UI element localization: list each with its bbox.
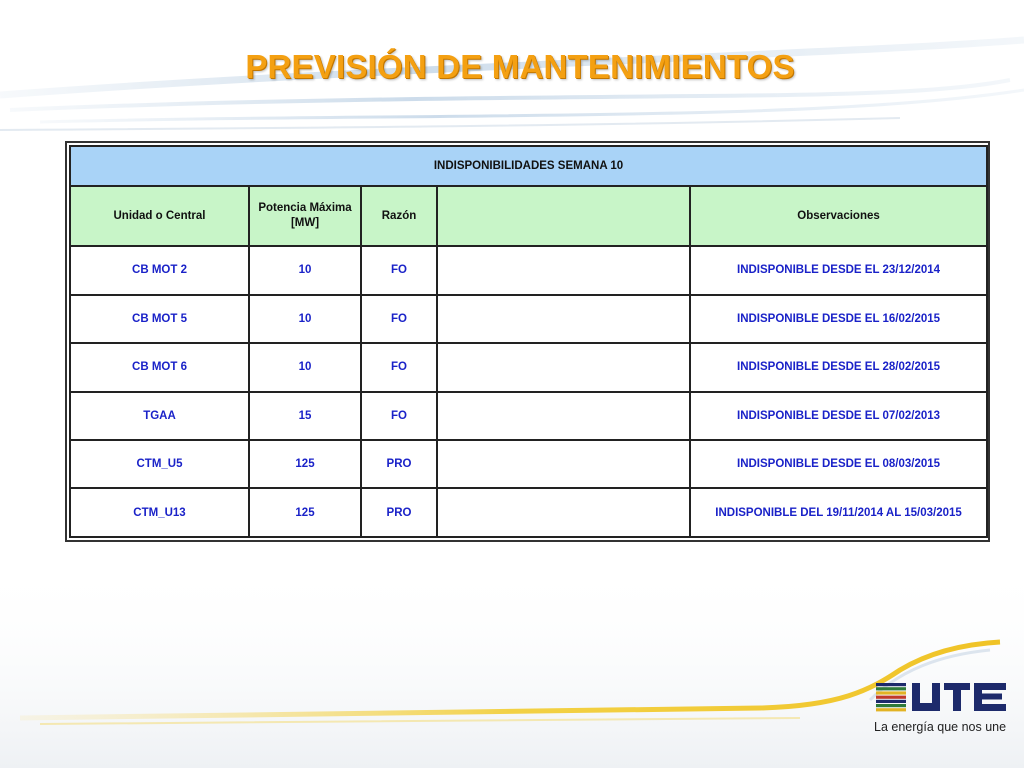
cell-observations: INDISPONIBLE DESDE EL 08/03/2015 (690, 440, 987, 488)
cell-observations: INDISPONIBLE DESDE EL 28/02/2015 (690, 343, 987, 391)
cell-unit: CB MOT 2 (70, 246, 249, 294)
cell-observations: INDISPONIBLE DEL 19/11/2014 AL 15/03/2015 (690, 488, 987, 537)
cell-extra (437, 488, 690, 537)
cell-unit: TGAA (70, 392, 249, 440)
cell-extra (437, 343, 690, 391)
cell-reason: PRO (361, 440, 437, 488)
cell-extra (437, 246, 690, 294)
column-header-unit: Unidad o Central (70, 186, 249, 246)
cell-power: 125 (249, 488, 361, 537)
table-row (70, 295, 987, 343)
cell-power: 10 (249, 295, 361, 343)
cell-power: 15 (249, 392, 361, 440)
unavailability-table (69, 145, 988, 538)
brand-tagline: La energía que nos une (874, 720, 1007, 734)
cell-reason: FO (361, 246, 437, 294)
unavailability-table-frame (65, 141, 990, 542)
cell-reason: FO (361, 343, 437, 391)
table-header-row (70, 186, 987, 246)
table-row (70, 343, 987, 391)
column-header-power: Potencia Máxima [MW] (249, 186, 361, 246)
cell-power: 125 (249, 440, 361, 488)
column-header-observations: Observaciones (690, 186, 987, 246)
table-row (70, 488, 987, 537)
cell-extra (437, 392, 690, 440)
table-row (70, 246, 987, 294)
table-row (70, 440, 987, 488)
cell-unit: CTM_U5 (70, 440, 249, 488)
table-caption: INDISPONIBILIDADES SEMANA 10 (70, 146, 987, 186)
slide-title: PREVISIÓN DE MANTENIMIENTOS (245, 48, 795, 85)
cell-extra (437, 440, 690, 488)
cell-extra (437, 295, 690, 343)
cell-unit: CB MOT 5 (70, 295, 249, 343)
cell-power: 10 (249, 246, 361, 294)
cell-observations: INDISPONIBLE DESDE EL 07/02/2013 (690, 392, 987, 440)
cell-observations: INDISPONIBLE DESDE EL 23/12/2014 (690, 246, 987, 294)
cell-unit: CB MOT 6 (70, 343, 249, 391)
cell-power: 10 (249, 343, 361, 391)
cell-unit: CTM_U13 (70, 488, 249, 537)
cell-observations: INDISPONIBLE DESDE EL 16/02/2015 (690, 295, 987, 343)
cell-reason: PRO (361, 488, 437, 537)
ute-logo (874, 680, 1009, 740)
column-header-reason: Razón (361, 186, 437, 246)
cell-reason: FO (361, 295, 437, 343)
cell-reason: FO (361, 392, 437, 440)
table-row (70, 392, 987, 440)
column-header-blank (437, 186, 690, 246)
ute-logo-icon (874, 680, 1009, 716)
table-caption-row (70, 146, 987, 186)
